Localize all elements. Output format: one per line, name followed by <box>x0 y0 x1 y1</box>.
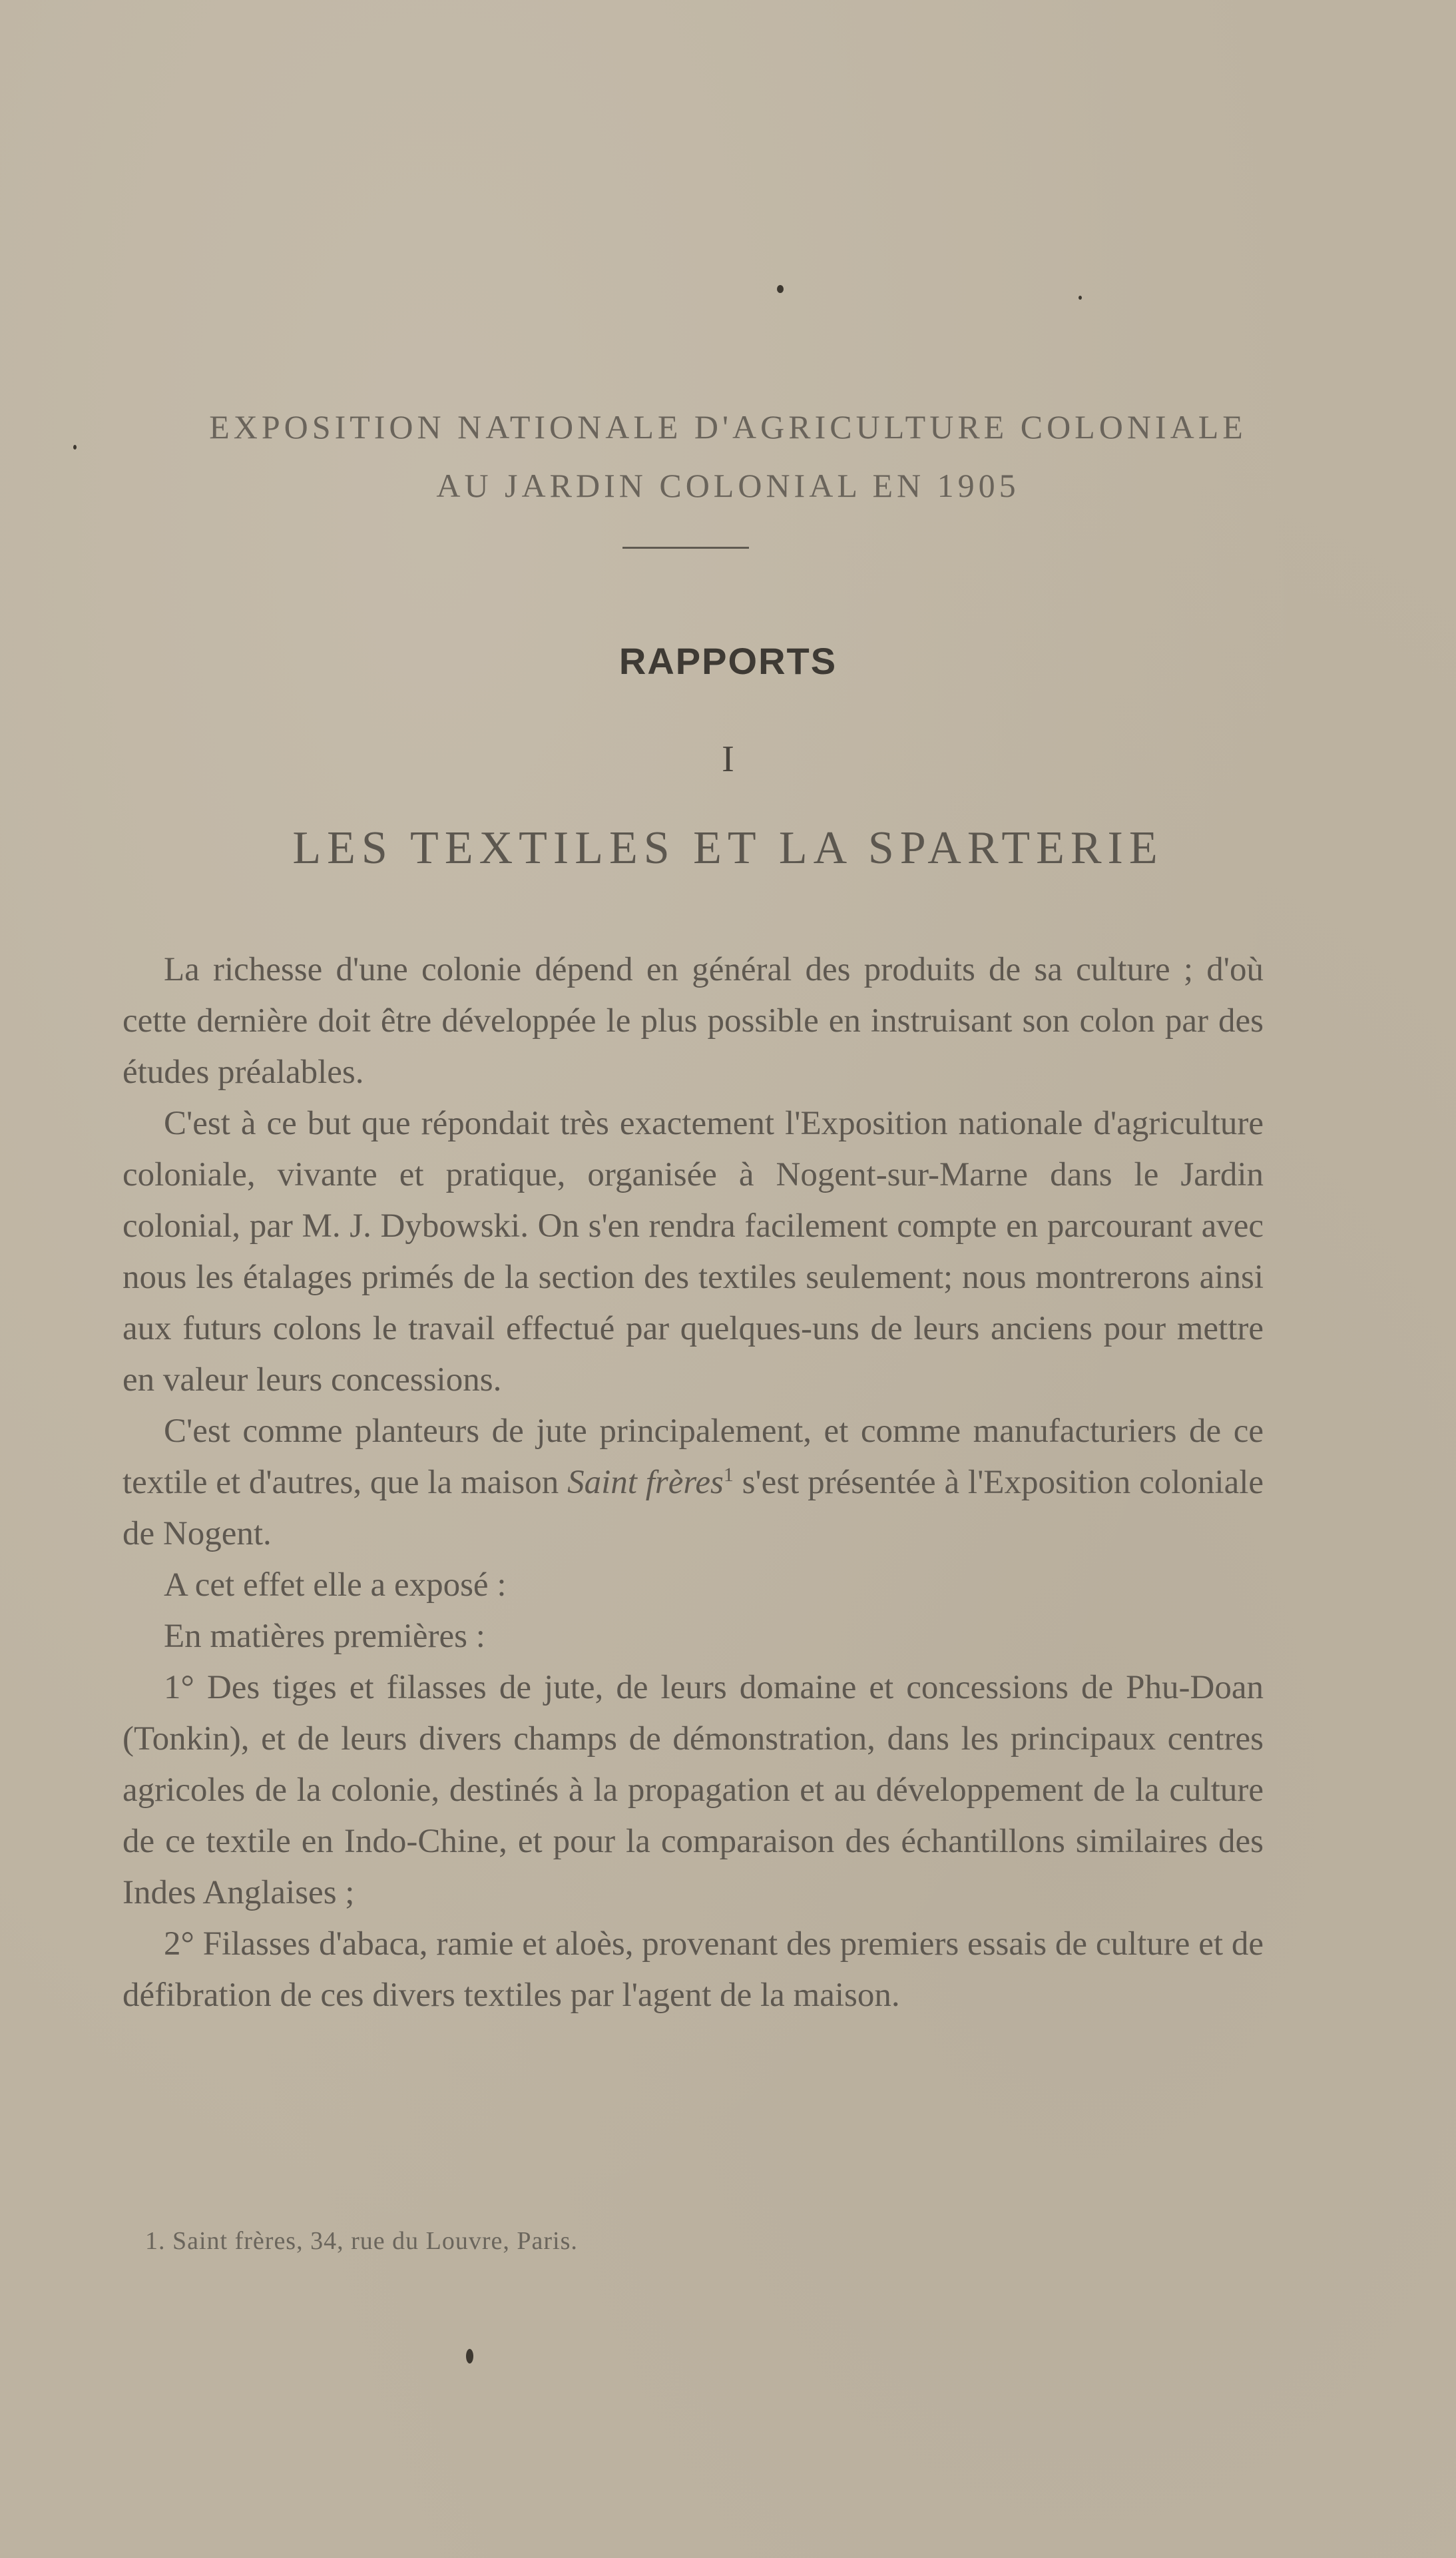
heading-rapports: RAPPORTS <box>618 640 838 682</box>
body-text <box>122 944 1264 2021</box>
section-title: LES TEXTILES ET LA SPARTERIE <box>292 822 1164 874</box>
paragraph-2: C'est à ce but que répondait très exactement l'Exposition nationale d'agriculture coloniale, vivante et pratique, organisée à Nogent-sur-Marne dans le Jardin colonial, par M. J. Dybowski. On s'en rendra facilement compte en parcourant avec nous les étalages primés de la section des textiles seulement; nous montrerons ainsi aux futurs colons le travail effectué par quelques-uns de leurs anciens pour mettre en valeur leurs concessions. <box>122 1105 1264 1399</box>
title-divider <box>622 547 749 549</box>
exhibition-title-line-1: EXPOSITION NATIONALE D'AGRICULTURE COLONIALE <box>209 408 1247 446</box>
paragraph-3 <box>122 1406 1264 1560</box>
paragraph-3-text-b: s'est présentée à l'Exposition coloniale de Nogent. <box>122 1464 1264 1552</box>
paragraph-4: A cet effet elle a exposé : <box>164 1566 507 1604</box>
ink-speck <box>1079 296 1082 300</box>
ink-speck <box>466 2349 473 2364</box>
paragraph-6: 1° Des tiges et filasses de jute, de leurs domaine et concessions de Phu-Doan (Tonkin), et de leurs divers champs de démonstration, dans les principaux centres agricoles de la colonie, destinés à la propagation et au développement de la culture de ce textile en Indo-Chine, et pour la comparaison des échantillons similaires des Indes Anglaises ; <box>122 1669 1264 1911</box>
paragraph-3-text-a: C'est comme planteurs de jute principalement, et comme manufacturiers de ce textile et d'autres, que la maison <box>122 1413 1264 1501</box>
company-name: Saint frères <box>567 1464 724 1501</box>
exhibition-title-line-2: AU JARDIN COLONIAL EN 1905 <box>436 467 1020 504</box>
paragraph-7: 2° Filasses d'abaca, ramie et aloès, provenant des premiers essais de culture et de défibration de ces divers textiles par l'agent de la maison. <box>122 1925 1264 2014</box>
ink-speck <box>777 285 784 293</box>
footnote: 1. Saint frères, 34, rue du Louvre, Paris. <box>145 2227 578 2255</box>
footnote-reference: 1 <box>723 1464 734 1486</box>
paragraph-1: La richesse d'une colonie dépend en général des produits de sa culture ; d'où cette dernière doit être développée le plus possible en instruisant son colon par des études préalables. <box>122 951 1264 1091</box>
paragraph-5: En matières premières : <box>164 1618 485 1655</box>
section-number: I <box>722 739 734 780</box>
